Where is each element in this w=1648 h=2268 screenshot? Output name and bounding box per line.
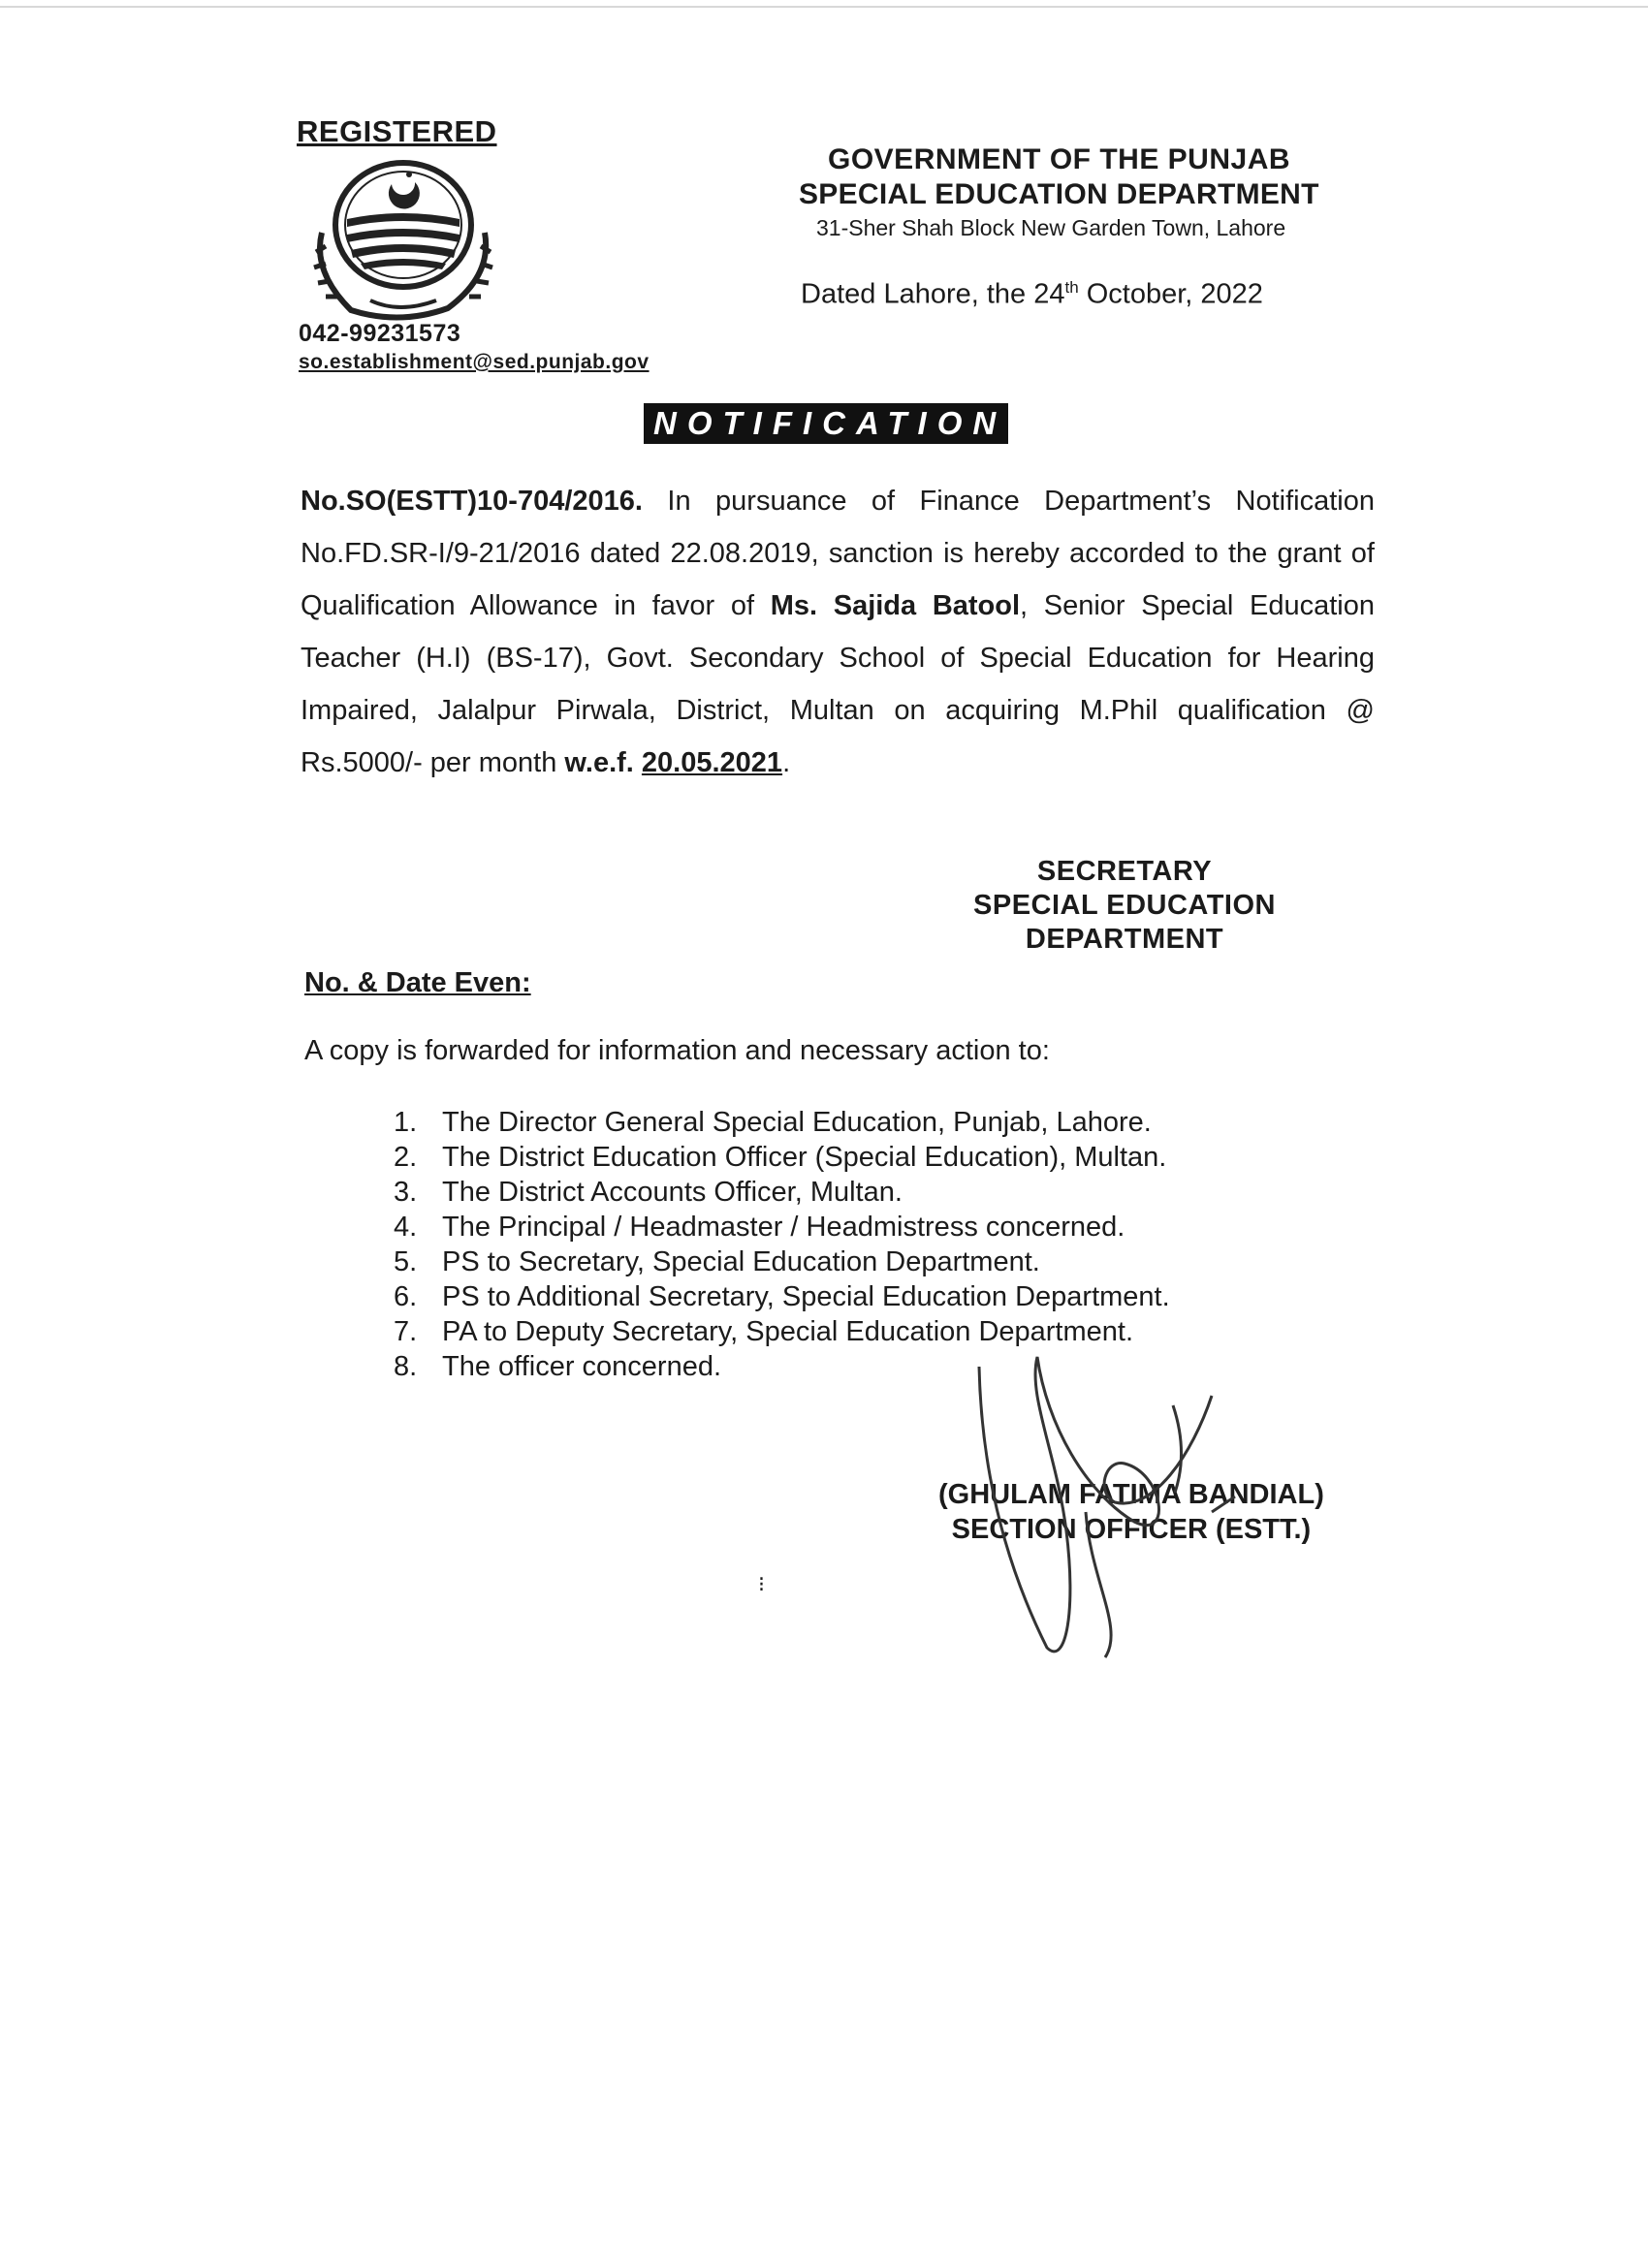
- registered-label: REGISTERED: [297, 114, 497, 148]
- list-item: [394, 1105, 1170, 1140]
- notification-title: NOTIFICATION: [644, 403, 1008, 444]
- notification-body: [301, 475, 1375, 789]
- signatory-designation: SECTION OFFICER (ESTT.): [951, 1514, 1312, 1545]
- stray-mark-icon: ⁝: [758, 1572, 765, 1596]
- date-suffix-superscript: th: [1064, 278, 1079, 297]
- list-number: 3.: [394, 1177, 418, 1208]
- list-number: 2.: [394, 1142, 418, 1173]
- handwritten-signature: [921, 1338, 1251, 1667]
- list-number: 1.: [394, 1107, 418, 1138]
- list-item: [394, 1140, 1170, 1175]
- list-text: PS to Secretary, Special Education Department.: [442, 1246, 1040, 1277]
- list-number: 7.: [394, 1316, 418, 1347]
- government-title: GOVERNMENT OF THE PUNJAB: [828, 143, 1291, 175]
- list-number: 8.: [394, 1351, 418, 1382]
- signatory-name: (GHULAM FATIMA BANDIAL): [938, 1479, 1324, 1510]
- list-item: [394, 1175, 1170, 1210]
- no-date-even-heading: No. & Date Even:: [304, 967, 531, 998]
- list-number: 6.: [394, 1281, 418, 1312]
- copy-forwarded-intro: A copy is forwarded for information and necessary action to:: [304, 1035, 1050, 1066]
- punjab-emblem-logo: [302, 155, 504, 326]
- effective-date: 20.05.2021: [641, 747, 783, 778]
- list-text: PS to Additional Secretary, Special Education Department.: [442, 1281, 1170, 1312]
- notification-number: No.SO(ESTT)10-704/2016.: [301, 486, 643, 517]
- list-text: The Director General Special Education, Punjab, Lahore.: [442, 1107, 1152, 1138]
- list-text: The Principal / Headmaster / Headmistress concerned.: [442, 1212, 1125, 1243]
- body-text-part2: , Senior Special Education Teacher (H.I) (BS-17), Govt. Secondary School of Special Education for Hearing Impaired, Jalalpur Pirwala, District, Multan on acquiring M.Phil qualification @ Rs.5000/- per month: [301, 590, 1376, 778]
- phone-number: 042-99231573: [299, 320, 461, 347]
- date-prefix: Dated Lahore, the 24: [801, 278, 1065, 310]
- page-top-border: [0, 6, 1648, 8]
- list-item: [394, 1279, 1170, 1314]
- body-text-part1: In pursuance of Finance Department’s Notification No.FD.SR-I/9-21/2016 dated 22.08.2019, sanction is hereby accorded to the grant of Qualification Allowance in favor of: [301, 486, 1375, 621]
- list-item: [394, 1210, 1170, 1244]
- secretary-line3: DEPARTMENT: [1025, 924, 1224, 955]
- secretary-line1: SECRETARY: [1036, 856, 1213, 887]
- list-text: The District Education Officer (Special Education), Multan.: [442, 1142, 1167, 1173]
- email-address: so.establishment@sed.punjab.gov: [299, 351, 650, 373]
- list-number: 4.: [394, 1212, 418, 1243]
- list-text: The officer concerned.: [442, 1351, 722, 1382]
- list-item: [394, 1244, 1170, 1279]
- secretary-line2: SPECIAL EDUCATION: [973, 890, 1276, 921]
- date-line: [801, 278, 1263, 311]
- secretary-block: [931, 855, 1318, 957]
- list-text: The District Accounts Officer, Multan.: [442, 1177, 903, 1208]
- list-number: 5.: [394, 1246, 418, 1277]
- wef-label: w.e.f.: [564, 747, 642, 778]
- department-address: 31-Sher Shah Block New Garden Town, Lahore: [816, 215, 1286, 240]
- body-end: .: [782, 747, 791, 778]
- date-month-year: October, 2022: [1078, 278, 1263, 310]
- list-text: PA to Deputy Secretary, Special Education Department.: [442, 1316, 1134, 1347]
- beneficiary-name: Ms. Sajida Batool: [770, 590, 1021, 621]
- department-title: SPECIAL EDUCATION DEPARTMENT: [799, 178, 1319, 210]
